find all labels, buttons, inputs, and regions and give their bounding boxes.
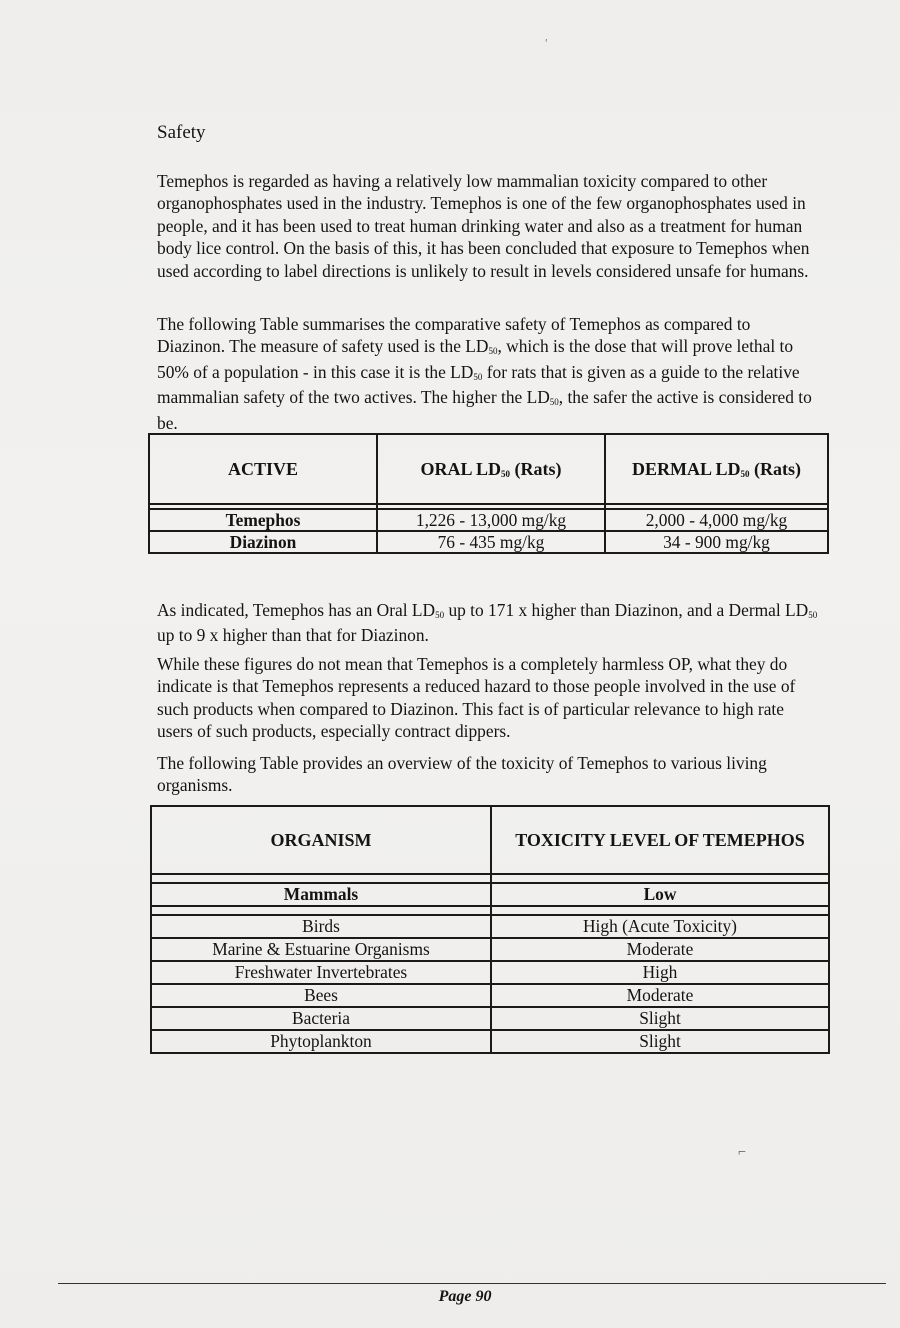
cell-level: High: [491, 961, 829, 984]
cell-oral: 76 - 435 mg/kg: [377, 531, 605, 553]
paragraph-hazard: While these figures do not mean that Temephos is a completely harmless OP, what they do indicate is that Temephos represents a reduced hazard to those people involved in the use of such products when compared to Diazinon. This fact is of particular relevance to high rate users of such products, especially contract dippers.: [157, 654, 796, 742]
section-heading: Safety: [157, 122, 206, 143]
header-active: ACTIVE: [149, 434, 377, 504]
table-row: [151, 1030, 829, 1053]
cell-active: Temephos: [149, 509, 377, 531]
header-toxicity: TOXICITY LEVEL OF TEMEPHOS: [491, 806, 829, 874]
cell-level: Slight: [491, 1007, 829, 1030]
paragraph-overview: The following Table provides an overview of the toxicity of Temephos to various living organisms.: [157, 753, 767, 796]
table-header-row: [151, 806, 829, 874]
scan-mark: ʿ: [544, 38, 549, 53]
cell-organism: Mammals: [151, 883, 491, 906]
table-header-row: [149, 434, 828, 504]
table-spacer: [151, 874, 829, 883]
cell-dermal: 2,000 - 4,000 mg/kg: [605, 509, 828, 531]
cell-dermal: 34 - 900 mg/kg: [605, 531, 828, 553]
table-row: [151, 984, 829, 1007]
cell-oral: 1,226 - 13,000 mg/kg: [377, 509, 605, 531]
toxicity-table: [150, 805, 830, 1054]
header-organism: ORGANISM: [151, 806, 491, 874]
table-row: [151, 883, 829, 906]
header-dermal: DERMAL $LD_{50}$ (Rats): [605, 434, 828, 504]
header-oral: ORAL $LD_{50}$ (Rats): [377, 434, 605, 504]
cell-level: High (Acute Toxicity): [491, 915, 829, 938]
paragraph-intro: Temephos is regarded as having a relatively low mammalian toxicity compared to other organophosphates used in the industry. Temephos is one of the few organophosphates used in people, and it has been used to treat human drinking water and also as a treatment for human body lice control. On the basis of this, it has been concluded that exposure to Temephos when used according to label directions is unlikely to result in levels considered unsafe for humans.: [157, 171, 810, 281]
page-number: Page 90: [438, 1288, 492, 1305]
cell-organism: Marine & Estuarine Organisms: [151, 938, 491, 961]
cell-level: Moderate: [491, 938, 829, 961]
cell-organism: Freshwater Invertebrates: [151, 961, 491, 984]
paragraph-comparison: As indicated, Temephos has an Oral $LD_{50}$ up to 171 x higher than Diazinon, and a Dermal $LD_{50}$ up to 9 x higher than that for Diazinon.: [157, 600, 818, 646]
table-row: [151, 915, 829, 938]
cell-organism: Bacteria: [151, 1007, 491, 1030]
table-row: [149, 531, 828, 553]
paragraph-ld50-explanation: The following Table summarises the comparative safety of Temephos as compared to Diazinon. The measure of safety used is the $LD_{50}$, which is the dose that will prove lethal to 50% of a population - in this case it is the $LD_{50}$ for rats that is given as a guide to the relative mammalian safety of the two actives. The higher the $LD_{50}$, the safer the active is considered to be.: [157, 314, 812, 433]
cell-organism: Phytoplankton: [151, 1030, 491, 1053]
table-row: [151, 961, 829, 984]
table-spacer: [151, 906, 829, 915]
cell-organism: Bees: [151, 984, 491, 1007]
cell-level: Low: [491, 883, 829, 906]
table-row: [151, 938, 829, 961]
footer-divider: [58, 1283, 886, 1284]
cell-organism: Birds: [151, 915, 491, 938]
ld50-table: [148, 433, 829, 554]
table-row: [149, 509, 828, 531]
table-row: [151, 1007, 829, 1030]
scan-mark: ⌐: [738, 1145, 746, 1160]
cell-active: Diazinon: [149, 531, 377, 553]
cell-level: Moderate: [491, 984, 829, 1007]
cell-level: Slight: [491, 1030, 829, 1053]
